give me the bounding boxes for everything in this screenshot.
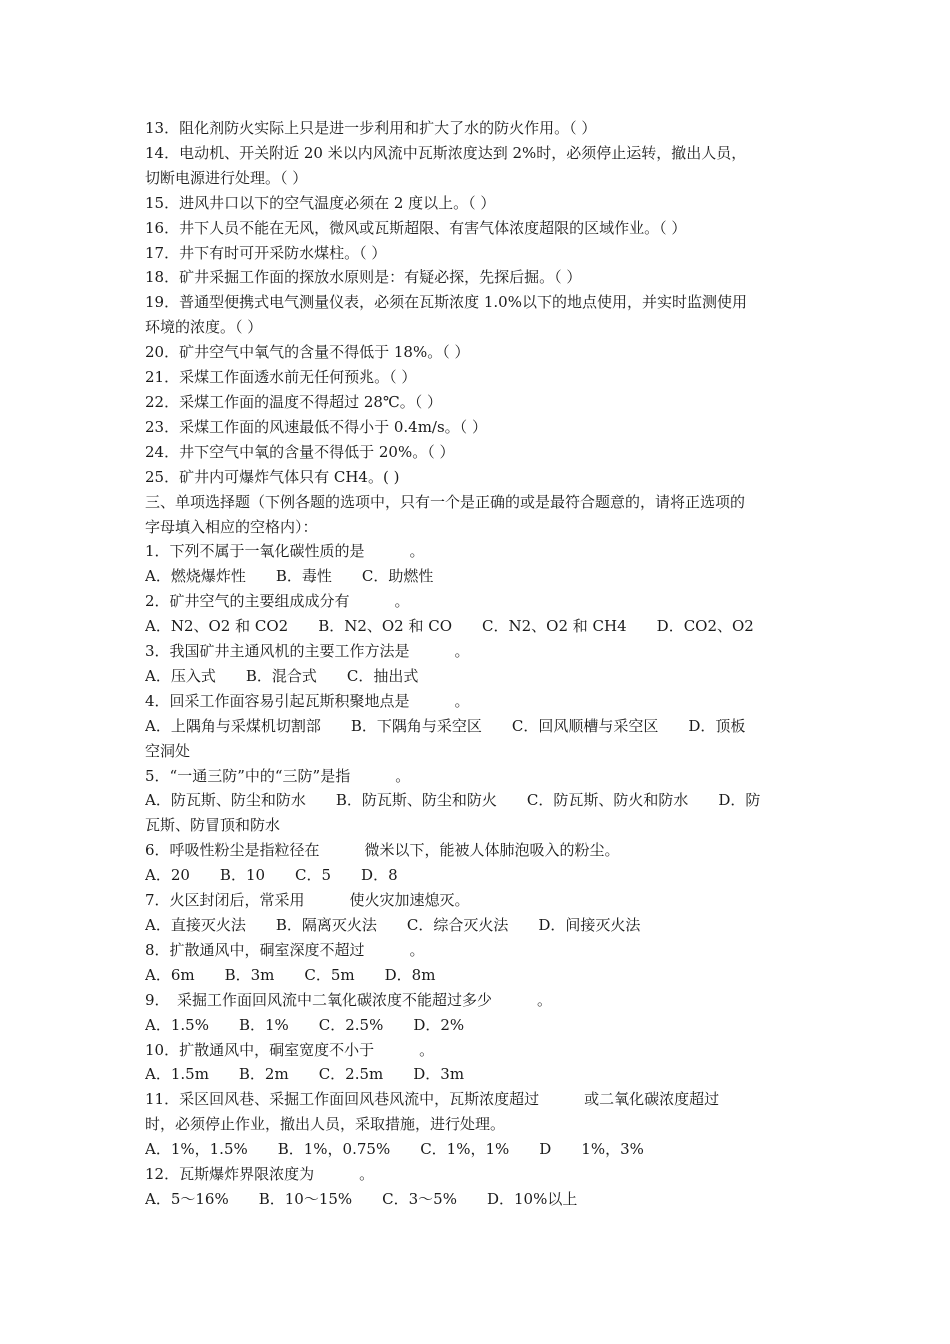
text-line: 16．井下人员不能在无风，微风或瓦斯超限、有害气体浓度超限的区域作业。（ ） — [145, 218, 687, 237]
answer-options: A．5～16% B．10～15% C．3～5% D．10%以上 — [145, 1189, 578, 1208]
answer-options: A．6m B．3m C．5m D．8m — [145, 965, 436, 984]
text-line: 14．电动机、开关附近 20 米以内风流中瓦斯浓度达到 2%时，必须停止运转，撤出人员， — [145, 143, 747, 162]
answer-options: A．1.5m B．2m C．2.5m D．3m — [145, 1065, 465, 1084]
answer-options: A．20 B．10 C．5 D．8 — [145, 866, 398, 885]
question-text: 7．火区封闭后，常采用 使火灾加速熄灭。 — [145, 891, 470, 910]
text-line: 18．矿井采掘工作面的探放水原则是：有疑必探，先探后掘。（ ） — [145, 268, 582, 287]
question-text: 11．采区回风巷、采掘工作面回风巷风流中，瓦斯浓度超过 或二氧化碳浓度超过 — [145, 1090, 720, 1109]
answer-options: A．1.5% B．1% C．2.5% D．2% — [145, 1015, 465, 1034]
answer-options: A．压入式 B．混合式 C．抽出式 — [145, 666, 419, 685]
answer-options: A．燃烧爆炸性 B．毒性 C．助燃性 — [145, 567, 434, 586]
answer-options: A．1%，1.5% B．1%，0.75% C．1%，1% D 1%，3% — [145, 1140, 644, 1159]
question-text: 1．下列不属于一氧化碳性质的是 。 — [145, 542, 425, 561]
question-text: 5．“一通三防”中的“三防”是指 。 — [145, 766, 411, 785]
document-page — [145, 116, 810, 1212]
question-text: 3．我国矿井主通风机的主要工作方法是 。 — [145, 642, 470, 661]
question-text-continued: 时，必须停止作业，撤出人员，采取措施，进行处理。 — [145, 1115, 506, 1134]
text-line: 切断电源进行处理。（ ） — [145, 168, 308, 187]
text-line: 13．阻化剂防火实际上只是进一步利用和扩大了水的防火作用。（ ） — [145, 119, 597, 137]
text-line: 环境的浓度。（ ） — [145, 318, 263, 337]
question-text: 9． 采掘工作面回风流中二氧化碳浓度不能超过多少 。 — [145, 990, 553, 1009]
answer-options: A．防瓦斯、防尘和防水 B．防瓦斯、防尘和防火 C．防瓦斯、防火和防水 D．防 — [145, 791, 761, 810]
question-text: 8．扩散通风中，硐室深度不超过 。 — [145, 940, 425, 959]
text-line: 19．普通型便携式电气测量仪表，必须在瓦斯浓度 1.0%以下的地点使用，并实时监测使用 — [145, 293, 747, 312]
answer-options-continued: 瓦斯、防冒顶和防水 — [145, 816, 281, 835]
text-line: 17．井下有时可开采防水煤柱。（ ） — [145, 243, 387, 262]
answer-options: A．N2、O2 和 CO2 B．N2、O2 和 CO C．N2、O2 和 CH4 D．CO2、O2 — [145, 617, 754, 636]
question-text: 6．呼吸性粉尘是指粒径在 微米以下，能被人体肺泡吸入的粉尘。 — [145, 841, 620, 860]
text-line: 23．采煤工作面的风速最低不得小于 0.4m/s。（ ） — [145, 417, 487, 436]
answer-options: A．上隅角与采煤机切割部 B．下隅角与采空区 C．回风顺槽与采空区 D．顶板 — [145, 716, 746, 735]
text-line: 15．进风井口以下的空气温度必须在 2 度以上。（ ） — [145, 193, 496, 212]
answer-options: A．直接灭火法 B．隔离灭火法 C．综合灭火法 D．间接灭火法 — [145, 916, 641, 934]
section-heading-continued: 字母填入相应的空格内）： — [145, 517, 318, 536]
text-line: 25．矿井内可爆炸气体只有 CH4。( ) — [145, 467, 400, 486]
text-line: 22．采煤工作面的温度不得超过 28℃。（ ） — [145, 392, 442, 411]
answer-options-continued: 空洞处 — [145, 741, 191, 760]
question-text: 12．瓦斯爆炸界限浓度为 。 — [145, 1165, 375, 1184]
question-text: 2．矿井空气的主要组成成分有 。 — [145, 592, 410, 611]
text-line: 21．采煤工作面透水前无任何预兆。（ ） — [145, 368, 417, 387]
section-heading: 三、单项选择题（下例各题的选项中，只有一个是正确的或是最符合题意的，请将正选项的 — [145, 492, 746, 511]
text-line: 24．井下空气中氧的含量不得低于 20%。（ ） — [145, 442, 455, 461]
question-text: 10．扩散通风中，硐室宽度不小于 。 — [145, 1040, 435, 1059]
text-line: 20．矿井空气中氧气的含量不得低于 18%。（ ） — [145, 343, 470, 362]
question-text: 4．回采工作面容易引起瓦斯积聚地点是 。 — [145, 691, 470, 710]
